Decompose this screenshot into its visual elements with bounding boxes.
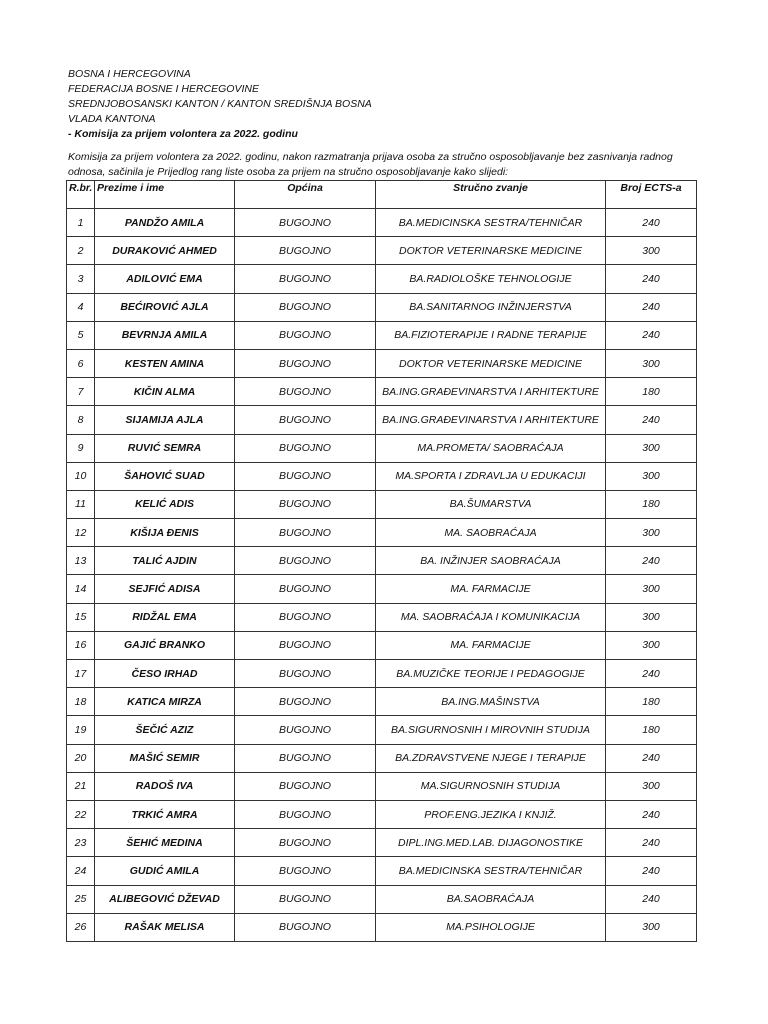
header-country: BOSNA I HERCEGOVINA	[68, 68, 191, 80]
table-row	[67, 547, 697, 575]
cell-municipality: BUGOJNO	[235, 547, 376, 575]
cell-rbr: 10	[67, 462, 95, 490]
table-row	[67, 209, 697, 237]
cell-ects: 240	[606, 293, 697, 321]
cell-municipality: BUGOJNO	[235, 406, 376, 434]
cell-rbr: 26	[67, 913, 95, 941]
cell-municipality: BUGOJNO	[235, 913, 376, 941]
table-row	[67, 716, 697, 744]
cell-rbr: 4	[67, 293, 95, 321]
cell-municipality: BUGOJNO	[235, 829, 376, 857]
table-row	[67, 265, 697, 293]
cell-municipality: BUGOJNO	[235, 349, 376, 377]
cell-ects: 240	[606, 406, 697, 434]
cell-municipality: BUGOJNO	[235, 631, 376, 659]
cell-title: BA.RADIOLOŠKE TEHNOLOGIJE	[376, 265, 606, 293]
cell-ects: 180	[606, 490, 697, 518]
cell-rbr: 9	[67, 434, 95, 462]
intro-line-2: odnosa, sačinila je Prijedlog rang liste osoba za prijem na stručno osposobljavanje kako slijedi:	[68, 166, 509, 178]
cell-rbr: 19	[67, 716, 95, 744]
column-header-name: Prezime i ime	[95, 181, 235, 209]
cell-municipality: BUGOJNO	[235, 490, 376, 518]
cell-name: KIČIN ALMA	[95, 378, 235, 406]
cell-municipality: BUGOJNO	[235, 293, 376, 321]
cell-rbr: 7	[67, 378, 95, 406]
cell-title: DOKTOR VETERINARSKE MEDICINE	[376, 349, 606, 377]
cell-title: MA. SAOBRAĆAJA	[376, 519, 606, 547]
cell-rbr: 25	[67, 885, 95, 913]
cell-title: BA.ŠUMARSTVA	[376, 490, 606, 518]
cell-ects: 300	[606, 575, 697, 603]
cell-name: TRKIĆ AMRA	[95, 800, 235, 828]
cell-ects: 240	[606, 885, 697, 913]
cell-name: GAJIĆ BRANKO	[95, 631, 235, 659]
cell-rbr: 6	[67, 349, 95, 377]
cell-rbr: 17	[67, 660, 95, 688]
cell-rbr: 23	[67, 829, 95, 857]
cell-name: RADOŠ IVA	[95, 772, 235, 800]
cell-municipality: BUGOJNO	[235, 462, 376, 490]
column-header-title: Stručno zvanje	[376, 181, 606, 209]
cell-rbr: 16	[67, 631, 95, 659]
cell-title: DOKTOR VETERINARSKE MEDICINE	[376, 237, 606, 265]
cell-name: ŠAHOVIĆ SUAD	[95, 462, 235, 490]
table-row	[67, 744, 697, 772]
cell-ects: 300	[606, 349, 697, 377]
table-row	[67, 688, 697, 716]
cell-title: BA.ING.GRAĐEVINARSTVA I ARHITEKTURE	[376, 378, 606, 406]
cell-ects: 240	[606, 800, 697, 828]
cell-name: RAŠAK MELISA	[95, 913, 235, 941]
intro-paragraph	[68, 150, 698, 180]
column-header-municipality: Općina	[235, 181, 376, 209]
cell-rbr: 24	[67, 857, 95, 885]
table-row	[67, 237, 697, 265]
cell-title: MA. FARMACIJE	[376, 575, 606, 603]
cell-municipality: BUGOJNO	[235, 265, 376, 293]
cell-name: ALIBEGOVIĆ DŽEVAD	[95, 885, 235, 913]
cell-name: KIŠIJA ĐENIS	[95, 519, 235, 547]
table-row	[67, 660, 697, 688]
table-row	[67, 462, 697, 490]
table-row	[67, 519, 697, 547]
cell-ects: 300	[606, 519, 697, 547]
cell-title: BA.ZDRAVSTVENE NJEGE I TERAPIJE	[376, 744, 606, 772]
header-government: VLADA KANTONA	[68, 113, 156, 125]
cell-title: MA.PSIHOLOGIJE	[376, 913, 606, 941]
cell-rbr: 21	[67, 772, 95, 800]
cell-municipality: BUGOJNO	[235, 209, 376, 237]
cell-municipality: BUGOJNO	[235, 660, 376, 688]
table-row	[67, 857, 697, 885]
cell-ects: 240	[606, 857, 697, 885]
cell-rbr: 3	[67, 265, 95, 293]
cell-municipality: BUGOJNO	[235, 434, 376, 462]
table-row	[67, 575, 697, 603]
document-header	[68, 67, 372, 142]
cell-ects: 300	[606, 913, 697, 941]
cell-municipality: BUGOJNO	[235, 857, 376, 885]
table-row	[67, 321, 697, 349]
cell-rbr: 14	[67, 575, 95, 603]
table-row	[67, 406, 697, 434]
cell-ects: 300	[606, 631, 697, 659]
cell-municipality: BUGOJNO	[235, 519, 376, 547]
cell-title: DIPL.ING.MED.LAB. DIJAGONOSTIKE	[376, 829, 606, 857]
cell-municipality: BUGOJNO	[235, 378, 376, 406]
cell-name: KELIĆ ADIS	[95, 490, 235, 518]
cell-rbr: 12	[67, 519, 95, 547]
cell-ects: 240	[606, 829, 697, 857]
cell-name: ADILOVIĆ EMA	[95, 265, 235, 293]
table-header-row	[67, 181, 697, 209]
cell-municipality: BUGOJNO	[235, 716, 376, 744]
table-row	[67, 293, 697, 321]
table-row	[67, 913, 697, 941]
cell-name: DURAKOVIĆ AHMED	[95, 237, 235, 265]
cell-ects: 180	[606, 716, 697, 744]
cell-title: BA.MEDICINSKA SESTRA/TEHNIČAR	[376, 209, 606, 237]
cell-title: BA.MUZIČKE TEORIJE I PEDAGOGIJE	[376, 660, 606, 688]
header-canton: SREDNJOBOSANSKI KANTON / KANTON SREDIŠNJA BOSNA	[68, 98, 372, 110]
header-commission: - Komisija za prijem volontera za 2022. godinu	[68, 128, 298, 140]
cell-name: SEJFIĆ ADISA	[95, 575, 235, 603]
cell-name: RIDŽAL EMA	[95, 603, 235, 631]
column-header-ects: Broj ECTS-a	[606, 181, 697, 209]
header-federation: FEDERACIJA BOSNE I HERCEGOVINE	[68, 83, 259, 95]
cell-ects: 240	[606, 744, 697, 772]
cell-municipality: BUGOJNO	[235, 575, 376, 603]
table-row	[67, 800, 697, 828]
cell-name: KESTEN AMINA	[95, 349, 235, 377]
cell-ects: 300	[606, 434, 697, 462]
cell-municipality: BUGOJNO	[235, 800, 376, 828]
cell-rbr: 8	[67, 406, 95, 434]
cell-ects: 180	[606, 378, 697, 406]
cell-rbr: 18	[67, 688, 95, 716]
ranking-table	[66, 180, 697, 942]
cell-rbr: 2	[67, 237, 95, 265]
column-header-rbr: R.br.	[67, 181, 95, 209]
cell-municipality: BUGOJNO	[235, 885, 376, 913]
cell-rbr: 15	[67, 603, 95, 631]
table-row	[67, 490, 697, 518]
intro-line-1: Komisija za prijem volontera za 2022. godinu, nakon razmatranja prijava osoba za stručno osposobljavanje bez zasnivanja radnog	[68, 151, 673, 163]
cell-rbr: 13	[67, 547, 95, 575]
cell-name: ŠEČIĆ AZIZ	[95, 716, 235, 744]
table-row	[67, 829, 697, 857]
cell-title: MA. FARMACIJE	[376, 631, 606, 659]
cell-name: RUVIĆ SEMRA	[95, 434, 235, 462]
cell-name: BEĆIROVIĆ AJLA	[95, 293, 235, 321]
cell-ects: 300	[606, 237, 697, 265]
cell-name: SIJAMIJA AJLA	[95, 406, 235, 434]
table-row	[67, 631, 697, 659]
cell-title: PROF.ENG.JEZIKA I KNJIŽ.	[376, 800, 606, 828]
cell-title: MA. SAOBRAĆAJA I KOMUNIKACIJA	[376, 603, 606, 631]
table-body	[67, 209, 697, 942]
table-row	[67, 349, 697, 377]
cell-ects: 240	[606, 321, 697, 349]
cell-ects: 240	[606, 547, 697, 575]
cell-municipality: BUGOJNO	[235, 688, 376, 716]
cell-title: BA.SIGURNOSNIH I MIROVNIH STUDIJA	[376, 716, 606, 744]
cell-municipality: BUGOJNO	[235, 321, 376, 349]
cell-rbr: 22	[67, 800, 95, 828]
cell-name: GUDIĆ AMILA	[95, 857, 235, 885]
cell-name: TALIĆ AJDIN	[95, 547, 235, 575]
cell-title: BA.MEDICINSKA SESTRA/TEHNIČAR	[376, 857, 606, 885]
cell-name: ČESO IRHAD	[95, 660, 235, 688]
cell-title: MA.SPORTA I ZDRAVLJA U EDUKACIJI	[376, 462, 606, 490]
cell-rbr: 1	[67, 209, 95, 237]
cell-ects: 300	[606, 462, 697, 490]
cell-name: BEVRNJA AMILA	[95, 321, 235, 349]
cell-title: BA.SANITARNOG INŽINJERSTVA	[376, 293, 606, 321]
cell-municipality: BUGOJNO	[235, 603, 376, 631]
cell-ects: 240	[606, 660, 697, 688]
cell-name: PANDŽO AMILA	[95, 209, 235, 237]
cell-municipality: BUGOJNO	[235, 772, 376, 800]
cell-municipality: BUGOJNO	[235, 744, 376, 772]
cell-rbr: 20	[67, 744, 95, 772]
cell-name: MAŠIĆ SEMIR	[95, 744, 235, 772]
cell-title: MA.SIGURNOSNIH STUDIJA	[376, 772, 606, 800]
cell-ects: 180	[606, 688, 697, 716]
cell-municipality: BUGOJNO	[235, 237, 376, 265]
table-row	[67, 434, 697, 462]
cell-title: BA.ING.MAŠINSTVA	[376, 688, 606, 716]
cell-rbr: 5	[67, 321, 95, 349]
cell-ects: 300	[606, 603, 697, 631]
table-row	[67, 885, 697, 913]
cell-ects: 240	[606, 209, 697, 237]
cell-title: BA.FIZIOTERAPIJE I RADNE TERAPIJE	[376, 321, 606, 349]
cell-name: KATICA MIRZA	[95, 688, 235, 716]
cell-title: BA.ING.GRAĐEVINARSTVA I ARHITEKTURE	[376, 406, 606, 434]
table-row	[67, 603, 697, 631]
cell-title: MA.PROMETA/ SAOBRAĆAJA	[376, 434, 606, 462]
cell-ects: 300	[606, 772, 697, 800]
table-row	[67, 772, 697, 800]
cell-title: BA.SAOBRAĆAJA	[376, 885, 606, 913]
cell-rbr: 11	[67, 490, 95, 518]
table-row	[67, 378, 697, 406]
cell-name: ŠEHIĆ MEDINA	[95, 829, 235, 857]
cell-ects: 240	[606, 265, 697, 293]
cell-title: BA. INŽINJER SAOBRAĆAJA	[376, 547, 606, 575]
